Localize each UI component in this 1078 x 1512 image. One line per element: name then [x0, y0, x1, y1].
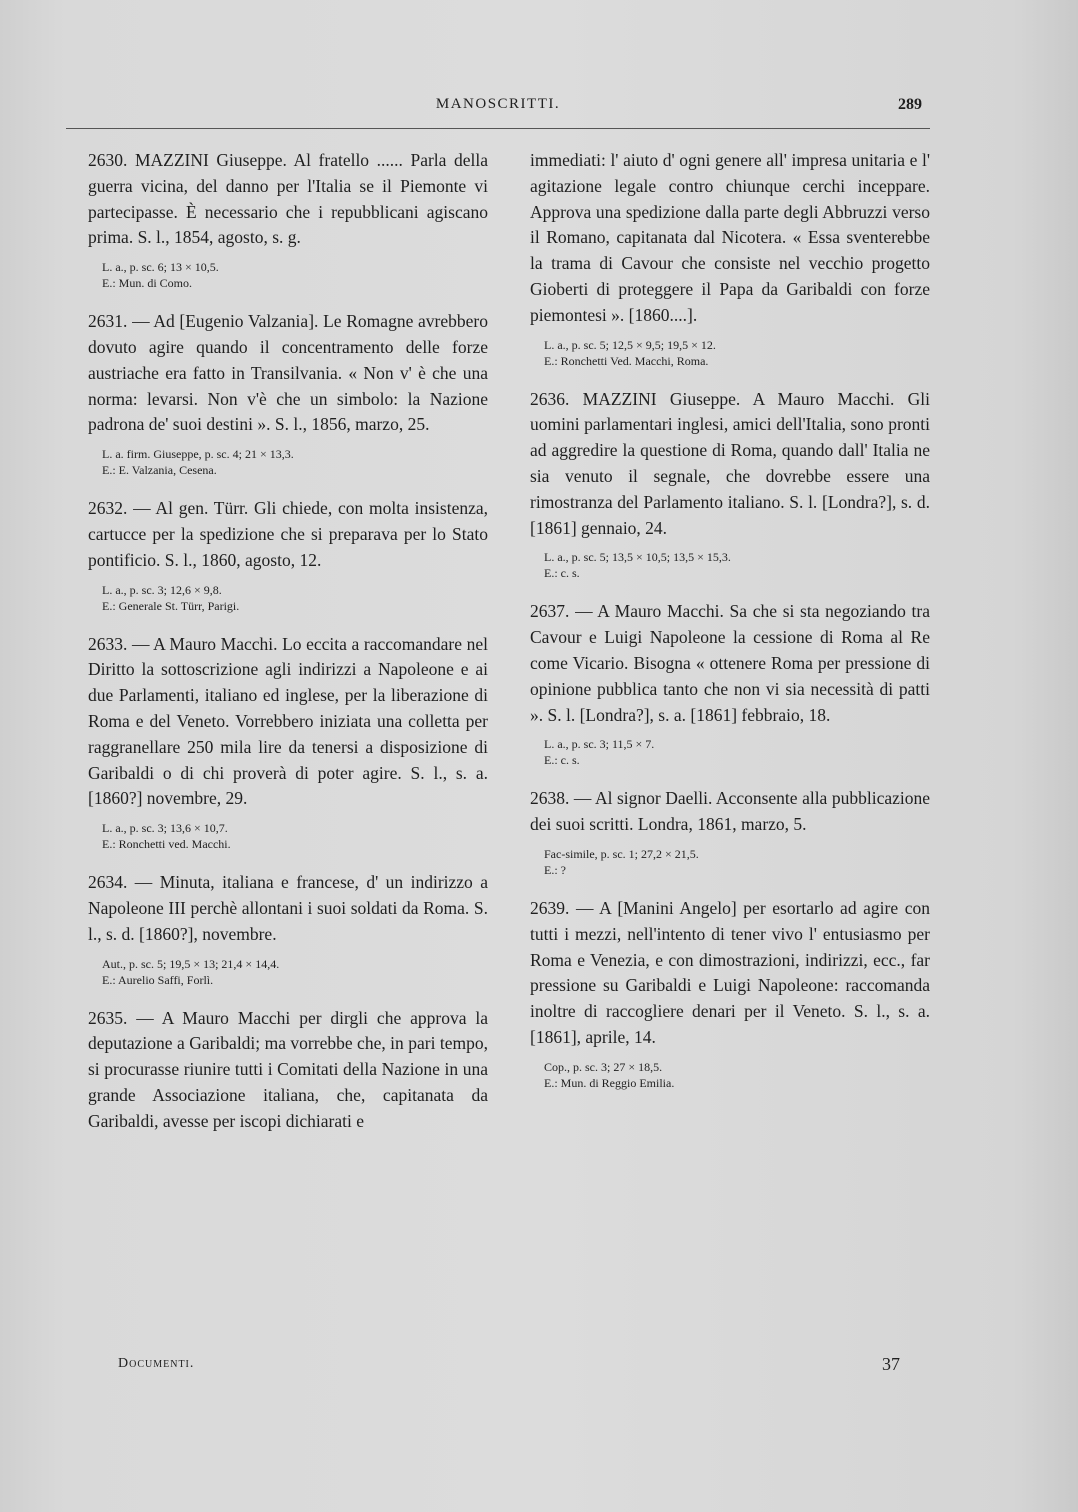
catalog-entry — [88, 148, 488, 291]
catalog-entry — [88, 496, 488, 613]
entry-text: 2638. — Al signor Daelli. Acconsente alla pubblicazione dei suoi scritti. Londra, 1861, marzo, 5. — [530, 788, 930, 835]
entry-description: L. a., p. sc. 3; 12,6 × 9,8. — [102, 582, 222, 597]
entry-description: Aut., p. sc. 5; 19,5 × 13; 21,4 × 14,4. — [102, 956, 280, 971]
entry-description: L. a. firm. Giuseppe, p. sc. 4; 21 × 13,3. — [102, 447, 294, 462]
entry-text: 2632. — Al gen. Türr. Gli chiede, con molta insistenza, cartucce per la spedizione che si preparava per lo Stato pontificio. S. l., 1860, agosto, 12. — [88, 498, 488, 570]
entry-text: 2631. — Ad [Eugenio Valzania]. Le Romagne avrebbero dovuto agire quando il concentramento delle forze austriache era fatto in Transilvania. « Non v' è che una norma: levarsi. Non v'è che un simbolo: la Nazione padrona de' suoi destini ». S. l., 1856, marzo, 25. — [88, 311, 488, 435]
catalog-entry — [530, 148, 930, 369]
entry-meta — [88, 820, 488, 852]
entry-owner: E.: Aurelio Saffi, Forlì. — [102, 972, 214, 987]
entry-text: 2639. — A [Manini Angelo] per esortarlo ad agire con tutti i mezzi, nell'intento di tener vivo l' entusiasmo per Roma e Venezia, e con dimostrazioni, indirizzi, ecc., far pressione su Garibaldi e Luigi Napoleone: raccomanda inoltre di raccogliere denari per il Veneto. S. l., s. a. [1861], aprile, 14. — [530, 897, 930, 1047]
entry-text: 2633. — A Mauro Macchi. Lo eccita a raccomandare nel Diritto la sottoscrizione agli indirizzi a Napoleone e ai due Parlamenti, italiano ed inglese, per la liberazione di Roma e del Veneto. Vorrebbero iniziata una colletta per raggranellare 250 mila lire da tenersi a disposizione di Garibaldi o di chi proverà di poter agire. S. l., s. a. [1860?] novembre, 29. — [88, 633, 488, 809]
entry-owner: E.: E. Valzania, Cesena. — [102, 463, 217, 478]
entry-description: L. a., p. sc. 3; 13,6 × 10,7. — [102, 821, 228, 836]
page-header — [66, 96, 930, 122]
entry-description: L. a., p. sc. 5; 12,5 × 9,5; 19,5 × 12. — [544, 337, 716, 352]
right-column — [530, 148, 930, 1109]
entry-text: 2636. MAZZINI Giuseppe. A Mauro Macchi. Gli uomini parlamentari inglesi, amici dell'Italia, sono pronti ad aggredire la questione di Roma, quando dall' Italia ne sia venuto il segnale, che dovrebbe essere una rimostranza del Parlamento italiano. S. l. [Londra?], s. d. [1861] gennaio, 24. — [530, 388, 930, 538]
entry-meta — [530, 549, 930, 581]
entry-text: immediati: l' aiuto d' ogni genere all' impresa unitaria e l' agitazione legale contro chiunque cerchi inceppare. Approva una spedizione dalla parte degli Abbruzzi verso il Romano, capitanata dal Nicotera. « Essa sventerebbe la trama di Cavour che consiste nel vecchio progetto Gioberti di proteggere il Papa da Garibaldi con forze piemontesi ». [1860....]. — [530, 150, 930, 325]
entry-meta — [530, 736, 930, 768]
catalog-entry — [530, 387, 930, 582]
catalog-entry — [88, 632, 488, 853]
catalog-entry — [530, 599, 930, 768]
entry-meta — [530, 1059, 930, 1091]
entry-text: 2630. MAZZINI Giuseppe. Al fratello ...... Parla della guerra vicina, del danno per l'Italia se il Piemonte vi partecipasse. È necessario che i repubblicani agiscano prima. S. l., 1854, agosto, s. g. — [88, 150, 488, 248]
entry-owner: E.: c. s. — [544, 566, 580, 581]
entry-meta — [88, 259, 488, 291]
header-rule — [66, 128, 930, 129]
entry-owner: E.: Ronchetti ved. Macchi. — [102, 837, 231, 852]
entry-meta — [530, 846, 930, 878]
entry-description: Cop., p. sc. 3; 27 × 18,5. — [544, 1059, 663, 1074]
entry-text: 2637. — A Mauro Macchi. Sa che si sta negoziando tra Cavour e Luigi Napoleone la cessione di Roma al Re come Vicario. Bisogna « ottenere Roma per pressione di opinione pubblica tanto che non vi sia necessità di patti ». S. l. [Londra?], s. a. [1861] febbraio, 18. — [530, 601, 930, 725]
running-title: MANOSCRITTI. — [435, 96, 561, 112]
footer-sheet-number: 37 — [882, 1354, 900, 1374]
entry-meta — [88, 446, 488, 478]
entry-description: L. a., p. sc. 6; 13 × 10,5. — [102, 260, 219, 275]
entry-description: Fac-simile, p. sc. 1; 27,2 × 21,5. — [544, 846, 699, 861]
entry-owner: E.: Ronchetti Ved. Macchi, Roma. — [544, 353, 709, 368]
entry-owner: E.: Mun. di Como. — [102, 276, 193, 291]
entry-owner: E.: Mun. di Reggio Emilia. — [544, 1075, 675, 1090]
entry-text: 2635. — A Mauro Macchi per dirgli che approva la deputazione a Garibaldi; ma vorrebbe che, in pari tempo, si procurasse riunire tutti i Comitati della Nazione in una grande Associazione italiana, che, capitanata da Garibaldi, avesse per iscopi dichiarati e — [88, 1007, 488, 1131]
catalog-entry — [88, 309, 488, 478]
entry-owner: E.: ? — [544, 862, 566, 877]
entry-owner: E.: c. s. — [544, 753, 580, 768]
entry-text: 2634. — Minuta, italiana e francese, d' un indirizzo a Napoleone III perchè allontani i suoi soldati da Roma. S. l., s. d. [1860?], novembre. — [88, 872, 488, 944]
catalog-entry — [88, 1006, 488, 1135]
catalog-entry — [530, 896, 930, 1091]
entry-owner: E.: Generale St. Türr, Parigi. — [102, 598, 240, 613]
entry-meta — [88, 956, 488, 988]
left-column — [88, 148, 488, 1153]
page-number: 289 — [898, 96, 922, 113]
entry-meta — [88, 582, 488, 614]
catalog-entry — [88, 870, 488, 987]
entry-meta — [530, 337, 930, 369]
catalog-entry — [530, 786, 930, 878]
entry-description: L. a., p. sc. 5; 13,5 × 10,5; 13,5 × 15,3. — [544, 550, 731, 565]
entry-description: L. a., p. sc. 3; 11,5 × 7. — [544, 737, 655, 752]
footer-signature: Documenti. — [118, 1356, 195, 1371]
